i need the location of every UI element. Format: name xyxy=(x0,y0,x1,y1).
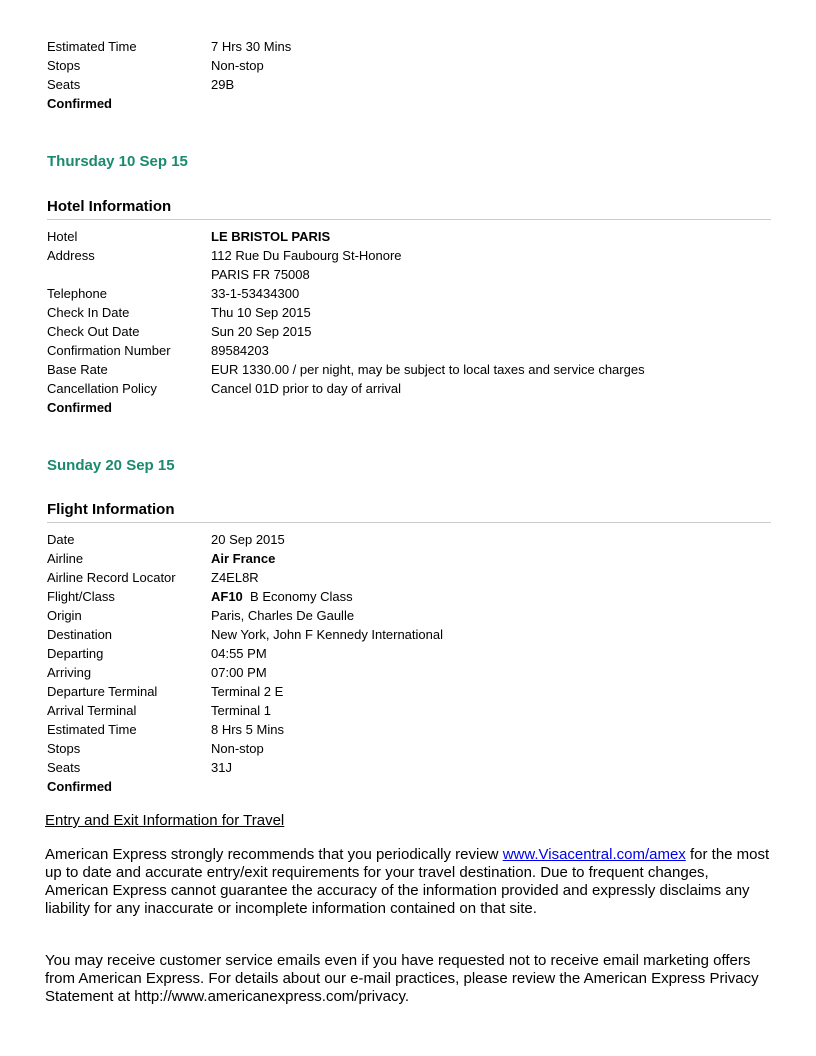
detail-value: Thu 10 Sep 2015 xyxy=(211,305,311,320)
detail-row xyxy=(47,75,771,94)
detail-label: Check Out Date xyxy=(47,324,140,339)
flight-number: AF10 xyxy=(211,589,243,604)
cabin-class: B Economy Class xyxy=(250,589,353,604)
flight-class-value xyxy=(211,587,353,606)
day-heading: Sunday 20 Sep 15 xyxy=(47,457,175,474)
confirmed-status: Confirmed xyxy=(47,779,112,794)
detail-label: Estimated Time xyxy=(47,722,137,737)
detail-row xyxy=(47,739,771,758)
detail-row xyxy=(47,758,771,777)
detail-row xyxy=(47,284,771,303)
detail-label: Stops xyxy=(47,741,81,756)
detail-row xyxy=(47,227,771,246)
day-heading: Thursday 10 Sep 15 xyxy=(47,153,188,170)
detail-value: Non-stop xyxy=(211,58,264,73)
detail-row xyxy=(47,701,771,720)
detail-row xyxy=(47,56,771,75)
visacentral-link[interactable]: www.Visacentral.com/amex xyxy=(502,846,686,863)
detail-value: 20 Sep 2015 xyxy=(211,532,285,547)
detail-row xyxy=(47,322,771,341)
detail-value: 7 Hrs 30 Mins xyxy=(211,39,292,54)
detail-row xyxy=(47,663,771,682)
detail-value: 89584203 xyxy=(211,343,269,358)
detail-label: Airline xyxy=(47,551,84,566)
detail-label: Confirmation Number xyxy=(47,343,171,358)
detail-value: 07:00 PM xyxy=(211,665,267,680)
detail-value: Cancel 01D prior to day of arrival xyxy=(211,381,402,396)
detail-label: Check In Date xyxy=(47,305,130,320)
hotel-address-line: 112 Rue Du Faubourg St-Honore xyxy=(211,248,402,263)
detail-row xyxy=(47,549,771,568)
confirmed-status: Confirmed xyxy=(47,96,112,111)
detail-label: Telephone xyxy=(47,286,107,301)
flight-section-title: Flight Information xyxy=(47,500,771,523)
detail-row xyxy=(47,37,771,56)
email-notice-paragraph: You may receive customer service emails even if you have requested not to receive email marketing offers from American Express. For details about our e-mail practices, please review the American Express Privacy Statement at http://www.americanexpress.com/privacy. xyxy=(45,952,759,1005)
detail-value: 29B xyxy=(211,77,235,92)
detail-row xyxy=(47,246,771,265)
detail-row xyxy=(47,606,771,625)
detail-label: Address xyxy=(47,248,95,263)
paragraph-text: American Express strongly recommends that you periodically review xyxy=(45,846,503,863)
paragraph-text: for the most up to date and accurate entry/exit requirements for your travel destination. Due to frequent changes, American Express cannot guarantee the accuracy of the information provided and expressly disclaims any liability for any inaccurate or incomplete information contained on that site. xyxy=(45,846,770,917)
detail-label: Flight/Class xyxy=(47,589,115,604)
detail-value: New York, John F Kennedy International xyxy=(211,627,443,642)
entry-exit-paragraph xyxy=(45,846,775,918)
detail-label: Departing xyxy=(47,646,104,661)
entry-exit-title: Entry and Exit Information for Travel xyxy=(45,812,285,829)
airline-name: Air France xyxy=(211,551,276,566)
detail-row xyxy=(47,303,771,322)
hotel-address-line: PARIS FR 75008 xyxy=(211,267,310,282)
detail-row xyxy=(47,379,771,398)
detail-row xyxy=(47,587,771,606)
detail-row xyxy=(47,720,771,739)
detail-label: Date xyxy=(47,532,75,547)
detail-value: Z4EL8R xyxy=(211,570,259,585)
detail-row xyxy=(47,360,771,379)
detail-value: Sun 20 Sep 2015 xyxy=(211,324,312,339)
detail-row xyxy=(47,568,771,587)
detail-value: Terminal 1 xyxy=(211,703,271,718)
hotel-name: LE BRISTOL PARIS xyxy=(211,229,331,244)
detail-label: Seats xyxy=(47,77,81,92)
detail-label: Airline Record Locator xyxy=(47,570,176,585)
detail-label: Departure Terminal xyxy=(47,684,158,699)
detail-row xyxy=(47,341,771,360)
detail-label: Estimated Time xyxy=(47,39,137,54)
detail-value: 33-1-53434300 xyxy=(211,286,300,301)
detail-label: Origin xyxy=(47,608,82,623)
detail-label: Seats xyxy=(47,760,81,775)
detail-label: Hotel xyxy=(47,229,78,244)
detail-value: Non-stop xyxy=(211,741,264,756)
detail-label: Base Rate xyxy=(47,362,108,377)
detail-label: Arriving xyxy=(47,665,92,680)
detail-value: 8 Hrs 5 Mins xyxy=(211,722,284,737)
detail-label: Arrival Terminal xyxy=(47,703,137,718)
flight-1-details xyxy=(47,37,771,113)
detail-value: 31J xyxy=(211,760,232,775)
detail-row xyxy=(47,265,771,284)
detail-row xyxy=(47,644,771,663)
detail-row xyxy=(47,682,771,701)
detail-label: Destination xyxy=(47,627,113,642)
detail-value: Terminal 2 E xyxy=(211,684,284,699)
hotel-details xyxy=(47,227,771,417)
detail-value: Paris, Charles De Gaulle xyxy=(211,608,355,623)
hotel-section-title: Hotel Information xyxy=(47,197,771,220)
flight-2-details xyxy=(47,530,771,796)
detail-row xyxy=(47,530,771,549)
confirmed-status: Confirmed xyxy=(47,400,112,415)
detail-label: Stops xyxy=(47,58,81,73)
detail-row xyxy=(47,625,771,644)
detail-value: 04:55 PM xyxy=(211,646,267,661)
detail-value: EUR 1330.00 / per night, may be subject to local taxes and service charges xyxy=(211,362,645,377)
detail-label: Cancellation Policy xyxy=(47,381,157,396)
